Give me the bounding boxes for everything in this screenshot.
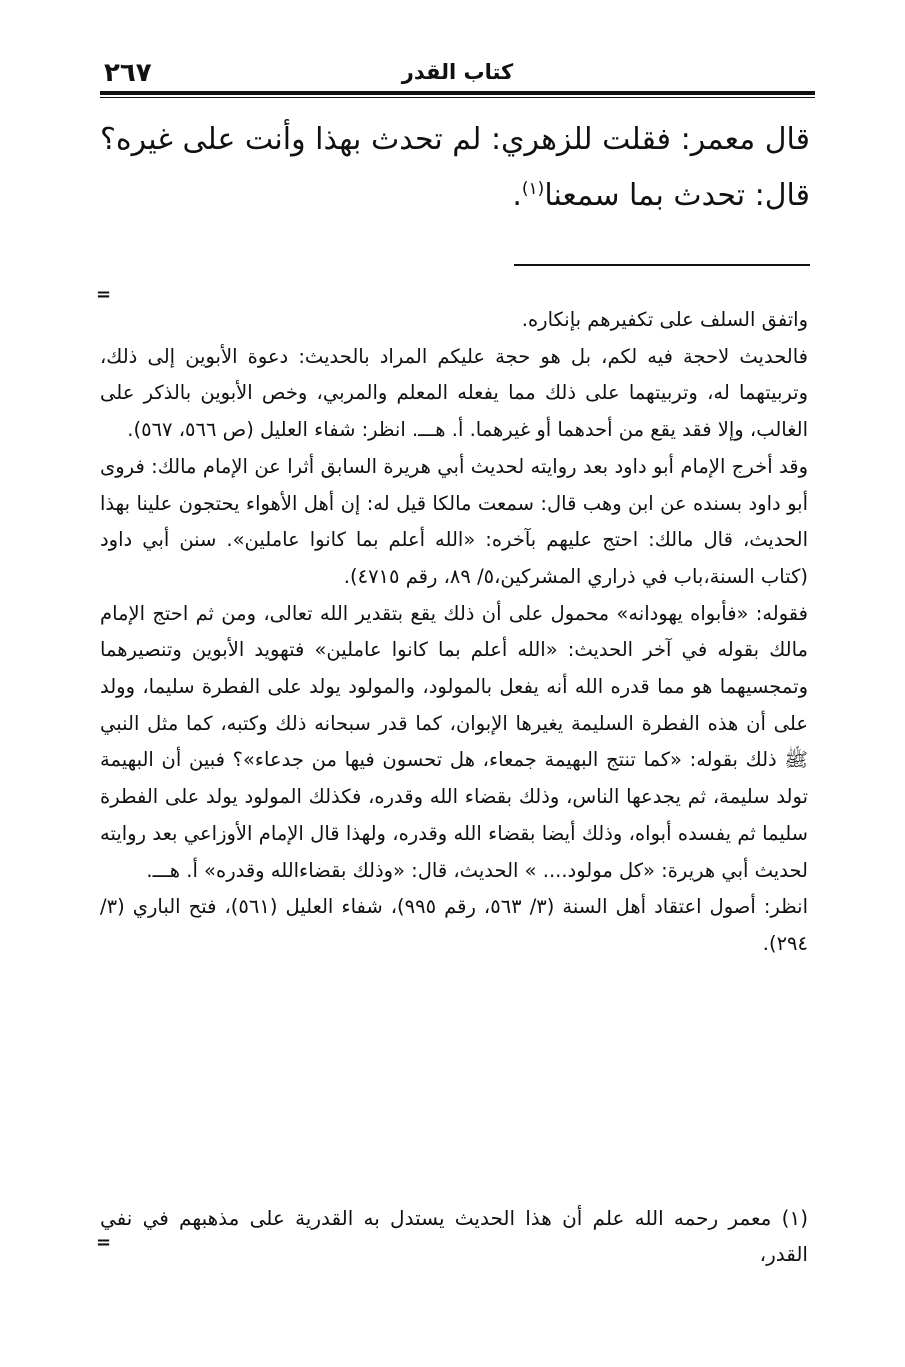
main-end-punctuation: . bbox=[512, 178, 522, 213]
running-title: كتاب القدر bbox=[401, 60, 514, 84]
footnote-reference: (١) bbox=[521, 179, 545, 199]
page-header bbox=[100, 58, 815, 92]
header-rule-thick bbox=[100, 91, 815, 95]
footnote-paragraph: وقد أخرج الإمام أبو داود بعد روايته لحديث أبي هريرة السابق أثرا عن الإمام مالك: فروى أبو داود بسنده عن ابن وهب قال: سمعت مالكا قيل له: إن أهل الأهواء يحتجون علينا بهذا الحديث، قال مالك: احتج عليهم بآخره: «الله أعلم بما كانوا عاملين». سنن أبي داود (كتاب السنة،باب في ذراري المشركين،٥/ ٨٩، رقم ٤٧١٥). bbox=[100, 454, 808, 588]
footnote-paragraph: انظر: أصول اعتقاد أهل السنة (٣/ ٥٦٣، رقم ٩٩٥)، شفاء العليل (٥٦١)، فتح الباري (٣/ ٢٩٤). bbox=[100, 895, 808, 955]
continuation-mark-top: = bbox=[96, 284, 112, 305]
footnotes bbox=[100, 302, 808, 963]
footnote-separator bbox=[514, 264, 810, 266]
footnote-paragraph: فالحديث لاحجة فيه لكم، بل هو حجة عليكم المراد بالحديث: دعوة الأبوين إلى ذلك، وتربيتهما له، وتربيتهما على ذلك مما يفعله المعلم والمربي، وخص الأبوين بالذكر على الغالب، وإلا فقد يقع من أحدهما أو غيرهما. أ. هـــ. انظر: شفاء العليل (ص ٥٦٦، ٥٦٧). bbox=[100, 344, 808, 442]
continuation-mark-bottom: = bbox=[96, 1232, 112, 1253]
footnote-1: (١) معمر رحمه الله علم أن هذا الحديث يستدل به القدرية على مذهبهم في نفي القدر، bbox=[100, 1206, 808, 1266]
footnote-paragraph: واتفق السلف على تكفيرهم بإنكاره. bbox=[521, 308, 808, 331]
footnote-paragraph: فقوله: «فأبواه يهودانه» محمول على أن ذلك يقع بتقدير الله تعالى، ومن ثم احتج الإمام مالك بقوله في آخر الحديث: «الله أعلم بما كانوا عاملين» فتهويد الأبوين وتنصيرهما وتمجسيهما هو مما قدره الله أنه يفعل بالمولود، والمولود يولد على الفطرة سليما، وولد على أن هذه الفطرة السليمة يغيرها الإبوان، كما قدر سبحانه ذلك وكتبه، كما مثل النبي ﷺ ذلك بقوله: «كما تنتج البهيمة جمعاء، هل تحسون فيها من جدعاء»؟ فبين أن البهيمة تولد سليمة، ثم يجدعها الناس، وذلك بقضاء الله وقدره، فكذلك المولود يولد على الفطرة سليما ثم يفسده أبواه، وذلك أيضا بقضاء الله وقدره، ولهذا قال الإمام الأوزاعي بعد روايته لحديث أبي هريرة: «كل مولود.... » الحديث، قال: «وذلك بقضاءالله وقدره» أ. هـــ. bbox=[100, 601, 808, 882]
page-number: ٢٦٧ bbox=[104, 58, 152, 88]
main-paragraph: قال معمر: فقلت للزهري: لم تحدث بهذا وأنت على غيره؟ قال: تحدث بما سمعنا bbox=[100, 122, 810, 213]
header-rule-thin bbox=[100, 97, 815, 98]
main-text bbox=[100, 112, 810, 224]
